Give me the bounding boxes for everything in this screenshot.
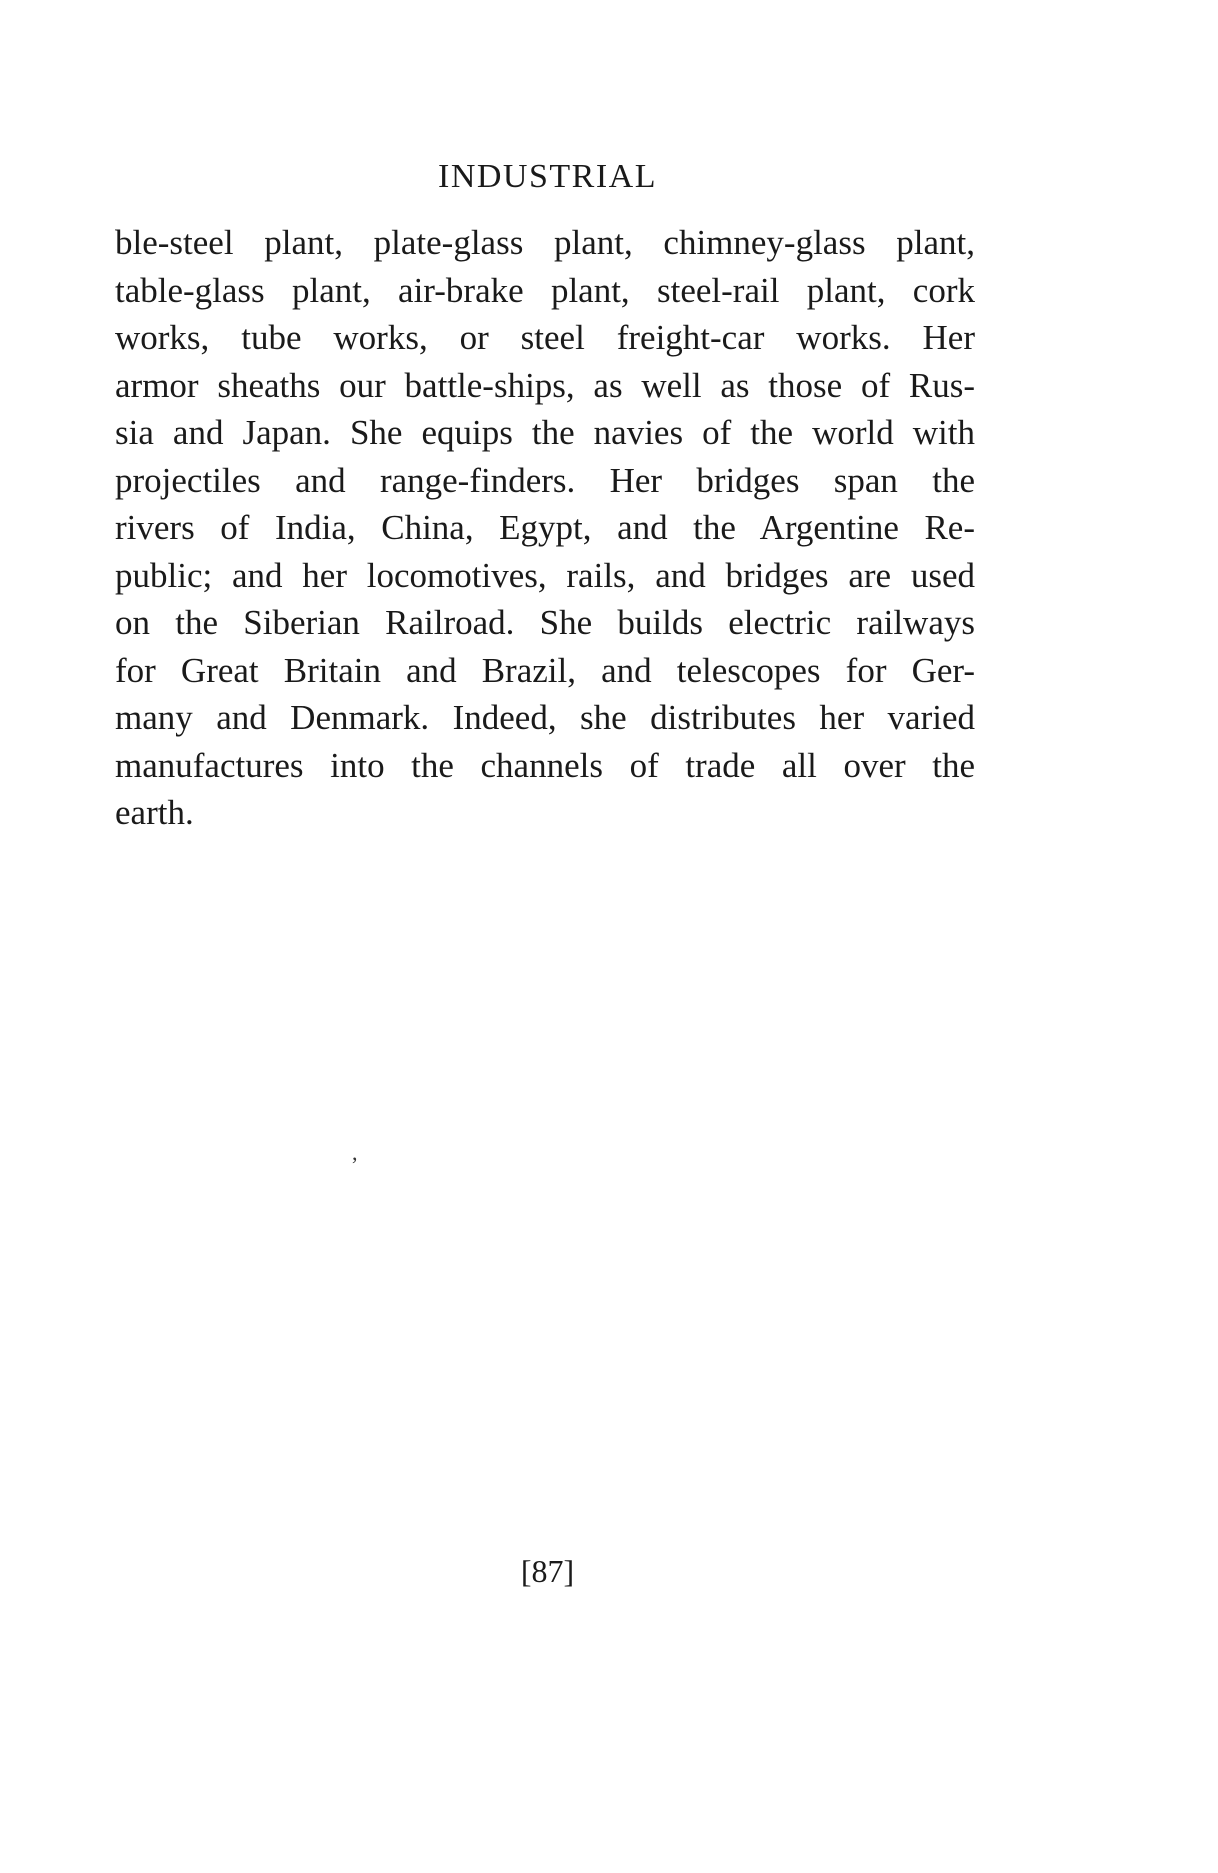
text-line: ble-steel plant, plate-glass plant, chimney-glass plant,	[115, 223, 975, 262]
text-line: sia and Japan. She equips the navies of the world with	[115, 413, 975, 452]
text-line-last: earth.	[115, 793, 194, 832]
text-line: projectiles and range-finders. Her bridges span the	[115, 460, 975, 500]
running-head: INDUSTRIAL	[438, 158, 657, 195]
text-line: manufactures into the channels of trade all over the	[115, 745, 975, 785]
page-number: [87]	[520, 1553, 575, 1589]
text-line: public; and her locomotives, rails, and bridges are used	[115, 555, 975, 595]
text-line: table-glass plant, air-brake plant, steel-rail plant, cork	[115, 270, 975, 310]
text-line: for Great Britain and Brazil, and telescopes for Ger-	[115, 650, 975, 690]
text-line: works, tube works, or steel freight-car works. Her	[115, 318, 975, 357]
text-line: armor sheaths our battle-ships, as well as those of Rus-	[115, 365, 975, 405]
stray-ink-mark: ,	[352, 1140, 358, 1165]
text-line: rivers of India, China, Egypt, and the Argentine Re-	[115, 508, 975, 547]
body-text	[115, 219, 975, 837]
text-line: many and Denmark. Indeed, she distributes her varied	[115, 698, 975, 737]
text-line: on the Siberian Railroad. She builds electric railways	[115, 603, 975, 642]
